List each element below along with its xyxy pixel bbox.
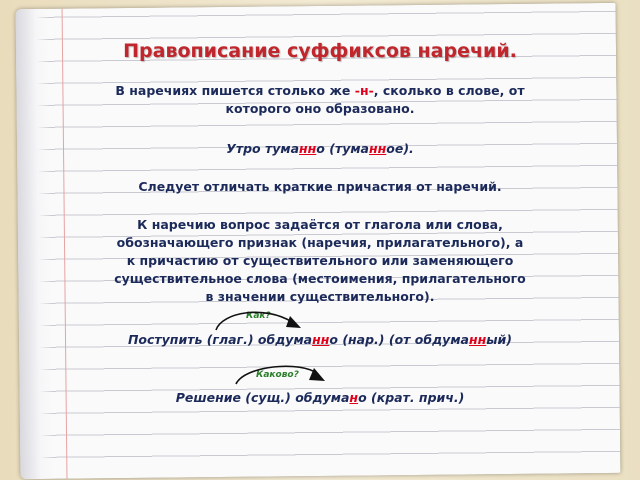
page-title: Правописание суффиксов наречий. [123,40,517,62]
question-kakovo: Каково? [256,370,299,380]
example-3-suffix: н [349,390,359,405]
example-3-text: о (крат. прич.) [358,390,465,405]
example-1-text: о (тума [316,141,369,156]
arrow-kak-curve [216,312,292,330]
explanation-text: К наречию вопрос задаётся от глагола или слова, обозначающего признак (наречия, прилагательного), а к причастию от существительного или заменяющего существительное слова (местоимения, прилагательного в значении существительного). [114,217,526,304]
distinguish-text: Следует отличать краткие причастия от наречий. [138,179,502,194]
arrow-kakovo-curve [236,366,318,384]
example-1-text: ое). [386,141,414,156]
rule-prefix: В наречиях пишется столько же [115,83,355,98]
example-1-suffix: нн [369,141,387,156]
example-2-text: ый) [486,332,513,347]
example-1-text: Утро тума [226,141,300,156]
example-1-suffix: нн [299,141,317,156]
arrow-kak-head [286,316,301,328]
rule-highlight: -н- [354,83,374,98]
question-kak: Как? [246,311,271,321]
example-2-text: о (нар.) (от обдума [329,332,469,347]
example-2-suffix: нн [468,332,487,347]
rule-suffix: , сколько в слове, от которого оно образовано. [225,83,525,116]
example-2-suffix: нн [312,332,330,347]
example-2-text: Поступить (глаг.) обдума [127,332,313,347]
example-3-text: Решение (сущ.) обдума [175,390,350,405]
